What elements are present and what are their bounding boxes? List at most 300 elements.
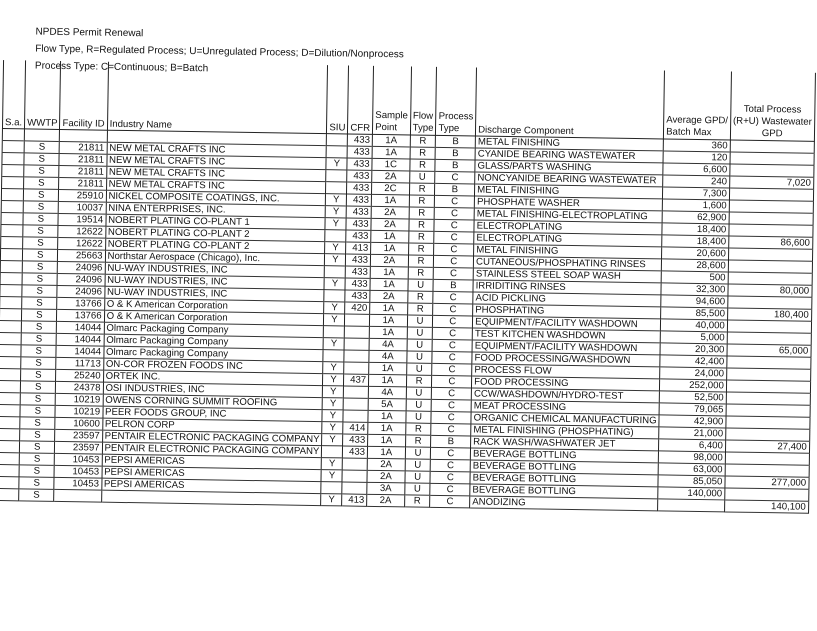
col-flow-type xyxy=(410,66,437,135)
cell-total-process: 80,000 xyxy=(728,284,812,297)
cell-sample-point: 4A xyxy=(369,338,407,351)
cell-discharge-component: METAL FINISHING (PHOSPHATING) xyxy=(471,424,659,439)
cell-sample-point: 1A xyxy=(370,266,408,279)
cell-sample-point: 5A xyxy=(368,398,406,411)
cell-industry-name: NOBERT PLATING CO-PLANT 2 xyxy=(105,226,325,241)
cell-discharge-component: EQUIPMENT/FACILITY WASHDOWN xyxy=(472,340,660,355)
cell-average-gpd: 32,300 xyxy=(661,283,728,296)
cell-average-gpd: 240 xyxy=(663,175,730,188)
cell-siu xyxy=(323,350,344,362)
cell-sample-point: 2A xyxy=(371,206,409,219)
cell-average-gpd: 62,900 xyxy=(662,211,729,224)
cell-industry-name xyxy=(101,490,321,505)
cell-sa xyxy=(2,153,24,165)
cell-industry-name: O & K American Corporation xyxy=(104,298,324,313)
cell-industry-name: PENTAIR ELECTRONIC PACKAGING COMPANY xyxy=(102,442,322,457)
cell-wwtp: S xyxy=(22,249,58,262)
cell-flow-type: R xyxy=(406,375,432,387)
cell-wwtp: S xyxy=(22,285,58,298)
cell-discharge-component: METAL FINISHING xyxy=(475,136,663,151)
cell-discharge-component: TEST KITCHEN WASHDOWN xyxy=(472,328,660,343)
col-sample-point-line1: Sample xyxy=(375,109,408,122)
cell-flow-type: R xyxy=(405,435,431,447)
col-discharge-component: Discharge Component xyxy=(476,67,665,138)
cell-average-gpd: 120 xyxy=(663,151,730,164)
cell-wwtp: S xyxy=(19,453,55,466)
cell-flow-type: U xyxy=(406,363,432,375)
cell-flow-type: U xyxy=(407,339,433,351)
cell-flow-type: U xyxy=(405,447,431,459)
cell-average-gpd: 1,600 xyxy=(662,199,729,212)
col-average-gpd xyxy=(664,70,732,140)
cell-discharge-component: CYANIDE BEARING WASTEWATER xyxy=(475,148,663,163)
cell-siu: Y xyxy=(323,362,344,374)
cell-siu: Y xyxy=(326,158,347,170)
cell-discharge-component: METAL FINISHING xyxy=(475,184,663,199)
cell-wwtp: S xyxy=(24,165,60,178)
col-average-gpd-line1: Average GPD/ xyxy=(666,114,729,127)
cell-process-type: B xyxy=(433,279,473,292)
col-flow-type-line2: Type xyxy=(412,122,434,134)
cell-flow-type: R xyxy=(408,231,434,243)
cell-discharge-component: RACK WASH/WASHWATER JET xyxy=(471,436,659,451)
cell-flow-type: R xyxy=(409,219,435,231)
cell-sample-point: 1A xyxy=(371,194,409,207)
cell-sample-point: 1A xyxy=(368,410,406,423)
cell-flow-type: R xyxy=(407,303,433,315)
cell-discharge-component: PHOSPHATING xyxy=(473,304,661,319)
cell-process-type: C xyxy=(432,351,472,364)
cell-facility-id: 24096 xyxy=(58,261,105,274)
cell-sa xyxy=(1,225,23,237)
cell-process-type: C xyxy=(432,399,472,412)
cell-process-type: C xyxy=(435,171,475,184)
cell-siu: Y xyxy=(326,194,347,206)
cell-flow-type: R xyxy=(410,135,436,147)
cell-industry-name: O & K American Corporation xyxy=(104,310,324,325)
cell-sample-point: 2C xyxy=(372,182,410,195)
cell-average-gpd: 52,500 xyxy=(659,391,726,404)
cell-sample-point: 1A xyxy=(369,362,407,375)
cell-total-process: 86,600 xyxy=(729,236,813,249)
cell-wwtp xyxy=(24,129,60,142)
cell-sample-point: 4A xyxy=(369,350,407,363)
cell-discharge-component: PHOSPHATE WASHER xyxy=(474,196,662,211)
cell-facility-id: 11713 xyxy=(56,357,103,370)
cell-total-process: 277,000 xyxy=(725,476,809,489)
cell-siu: Y xyxy=(325,218,346,230)
cell-average-gpd: 63,000 xyxy=(658,463,725,476)
cell-process-type: C xyxy=(431,447,471,460)
cell-cfr xyxy=(344,386,369,398)
cell-average-gpd: 140,000 xyxy=(658,487,725,500)
cell-sa xyxy=(2,177,24,189)
cell-average-gpd: 6,400 xyxy=(659,439,726,452)
cell-sa xyxy=(2,141,24,153)
cell-discharge-component: ANODIZING xyxy=(470,496,658,511)
cell-industry-name: PEER FOODS GROUP, INC xyxy=(103,406,323,421)
cell-process-type: C xyxy=(433,291,473,304)
cell-siu xyxy=(324,290,345,302)
col-total-process-line1: Total Process xyxy=(743,103,802,116)
cell-flow-type: U xyxy=(408,279,434,291)
cell-average-gpd: 42,900 xyxy=(659,415,726,428)
cell-facility-id: 21811 xyxy=(59,165,106,178)
cell-siu: Y xyxy=(324,302,345,314)
cell-industry-name: NEW METAL CRAFTS INC xyxy=(106,166,326,181)
cell-industry-name: NOBERT PLATING CO-PLANT 1 xyxy=(106,214,326,229)
cell-facility-id: 24378 xyxy=(56,381,103,394)
cell-sample-point: 2A xyxy=(370,290,408,303)
cell-discharge-component: METAL FINISHING xyxy=(474,244,662,259)
cell-industry-name: NU-WAY INDUSTRIES, INC xyxy=(104,286,324,301)
cell-process-type: C xyxy=(431,411,471,424)
cell-wwtp: S xyxy=(22,273,58,286)
cell-process-type: C xyxy=(433,315,473,328)
cell-sample-point: 1A xyxy=(368,422,406,435)
cell-discharge-component: FOOD PROCESSING/WASHDOWN xyxy=(472,352,660,367)
cell-sa xyxy=(1,201,23,213)
cell-average-gpd: 7,300 xyxy=(663,187,730,200)
cell-wwtp: S xyxy=(22,297,58,310)
cell-industry-name: NEW METAL CRAFTS INC xyxy=(106,154,326,169)
cell-process-type: C xyxy=(430,495,470,508)
cell-cfr xyxy=(342,482,367,494)
cell-discharge-component: ELECTROPLATING xyxy=(474,220,662,235)
cell-discharge-component: ACID PICKLING xyxy=(473,292,661,307)
cell-wwtp: S xyxy=(20,381,56,394)
cell-cfr xyxy=(345,326,370,338)
cell-siu xyxy=(322,446,343,458)
cell-discharge-component: FOOD PROCESSING xyxy=(472,376,660,391)
cell-facility-id: 24096 xyxy=(57,285,104,298)
cell-flow-type: R xyxy=(409,195,435,207)
cell-cfr xyxy=(344,338,369,350)
cell-sample-point: 1A xyxy=(372,134,410,147)
cell-cfr xyxy=(343,458,368,470)
cell-industry-name: Olmarc Packaging Company xyxy=(103,346,323,361)
cell-flow-type: R xyxy=(409,207,435,219)
cell-sample-point: 1A xyxy=(371,230,409,243)
cell-sample-point: 2A xyxy=(367,470,405,483)
cell-average-gpd: 85,050 xyxy=(658,475,725,488)
cell-cfr: 433 xyxy=(347,182,372,194)
cell-siu: Y xyxy=(323,338,344,350)
cell-industry-name: PEPSI AMERICAS xyxy=(102,454,322,469)
col-sample-point xyxy=(373,66,412,135)
cell-total-process: 65,000 xyxy=(727,344,811,357)
col-process-type-line2: Type xyxy=(438,122,460,135)
cell-cfr: 433 xyxy=(346,266,371,278)
header-row xyxy=(2,60,815,141)
cell-discharge-component: CUTANEOUS/PHOSPHATING RINSES xyxy=(473,256,661,271)
cell-cfr: 433 xyxy=(347,194,372,206)
cell-average-gpd: 79,065 xyxy=(659,403,726,416)
cell-process-type: C xyxy=(430,483,470,496)
cell-siu: Y xyxy=(321,470,342,482)
cell-siu xyxy=(326,182,347,194)
cell-process-type: C xyxy=(431,423,471,436)
cell-flow-type: U xyxy=(406,399,432,411)
cell-sa xyxy=(0,273,22,285)
cell-flow-type: R xyxy=(408,267,434,279)
cell-flow-type: R xyxy=(410,147,436,159)
cell-industry-name: Olmarc Packaging Company xyxy=(104,334,324,349)
cell-sample-point: 2A xyxy=(370,254,408,267)
cell-wwtp: S xyxy=(22,309,58,322)
permit-table xyxy=(0,60,816,514)
cell-average-gpd: 20,300 xyxy=(660,343,727,356)
cell-wwtp: S xyxy=(21,369,57,382)
cell-process-type: C xyxy=(435,207,475,220)
cell-sample-point: 1A xyxy=(370,302,408,315)
cell-discharge-component: STAINLESS STEEL SOAP WASH xyxy=(473,268,661,283)
cell-flow-type: R xyxy=(404,495,430,507)
cell-sample-point: 2A xyxy=(367,494,405,507)
cell-flow-type: U xyxy=(409,171,435,183)
cell-facility-id xyxy=(54,489,101,502)
cell-process-type: C xyxy=(433,303,473,316)
cell-process-type: C xyxy=(432,375,472,388)
cell-process-type: C xyxy=(432,363,472,376)
cell-sample-point: 1A xyxy=(369,326,407,339)
cell-average-gpd: 42,400 xyxy=(660,355,727,368)
flow-type-legend: Flow Type, R=Regulated Process; U=Unregulated Process; D=Dilution/Nonprocess xyxy=(35,43,404,61)
cell-average-gpd: 40,000 xyxy=(661,319,728,332)
cell-facility-id: 13766 xyxy=(57,309,104,322)
cell-process-type: C xyxy=(432,339,472,352)
col-wwtp: WWTP xyxy=(25,60,61,129)
cell-cfr: 433 xyxy=(343,446,368,458)
cell-flow-type: U xyxy=(406,411,432,423)
cell-discharge-component: CCW/WASHDOWN/HYDRO-TEST xyxy=(471,388,659,403)
cell-industry-name: NEW METAL CRAFTS INC xyxy=(106,178,326,193)
cell-siu: Y xyxy=(321,494,342,506)
cell-flow-type: U xyxy=(407,315,433,327)
cell-sa xyxy=(0,297,22,309)
cell-average-gpd: 18,400 xyxy=(662,235,729,248)
col-sa: S.a. xyxy=(2,60,25,129)
cell-facility-id xyxy=(60,129,107,142)
cell-siu xyxy=(326,170,347,182)
cell-siu: Y xyxy=(325,242,346,254)
col-siu: SIU xyxy=(327,65,349,134)
cell-total-process: 27,400 xyxy=(725,440,809,453)
cell-industry-name: PELRON CORP xyxy=(102,418,322,433)
cell-sa xyxy=(0,369,21,381)
cell-discharge-component: PROCESS FLOW xyxy=(472,364,660,379)
cell-sa xyxy=(0,465,19,477)
cell-siu: Y xyxy=(322,398,343,410)
cell-cfr: 437 xyxy=(344,374,369,386)
cell-cfr: 433 xyxy=(346,218,371,230)
cell-facility-id: 10037 xyxy=(59,201,106,214)
cell-wwtp: S xyxy=(24,141,60,154)
cell-wwtp: S xyxy=(20,393,56,406)
cell-cfr: 433 xyxy=(347,158,372,170)
cell-facility-id: 14044 xyxy=(57,333,104,346)
col-total-process-line2: (R+U) Wastewater xyxy=(732,115,812,128)
cell-average-gpd: 28,600 xyxy=(661,259,728,272)
col-industry-name: Industry Name xyxy=(107,62,328,134)
cell-facility-id: 12622 xyxy=(58,225,105,238)
cell-cfr: 433 xyxy=(346,230,371,242)
cell-cfr: 433 xyxy=(347,146,372,158)
cell-sample-point: 2A xyxy=(371,218,409,231)
cell-facility-id: 19514 xyxy=(58,213,105,226)
cell-flow-type: U xyxy=(405,459,431,471)
table-body xyxy=(0,129,814,514)
cell-average-gpd: 85,500 xyxy=(661,307,728,320)
cell-process-type: B xyxy=(431,435,471,448)
cell-cfr: 433 xyxy=(345,290,370,302)
col-total-process xyxy=(730,71,815,141)
cell-process-type: C xyxy=(433,327,473,340)
cell-wwtp: S xyxy=(19,489,55,502)
cell-sa xyxy=(0,393,20,405)
cell-discharge-component: ELECTROPLATING xyxy=(474,232,662,247)
cell-process-type: C xyxy=(435,195,475,208)
cell-sample-point: 1C xyxy=(372,158,410,171)
cell-siu xyxy=(325,230,346,242)
cell-flow-type: U xyxy=(407,327,433,339)
cell-total-process: 180,400 xyxy=(727,308,811,321)
cell-average-gpd: 94,600 xyxy=(661,295,728,308)
cell-flow-type: R xyxy=(409,183,435,195)
cell-facility-id: 23597 xyxy=(55,429,102,442)
cell-process-type: C xyxy=(434,243,474,256)
cell-cfr xyxy=(343,398,368,410)
cell-wwtp: S xyxy=(19,441,55,454)
cell-industry-name: ON-COR FROZEN FOODS INC xyxy=(103,358,323,373)
cell-discharge-component: GLASS/PARTS WASHING xyxy=(475,160,663,175)
cell-discharge-component: BEVERAGE BOTTLING xyxy=(470,460,658,475)
cell-average-gpd: 18,400 xyxy=(662,223,729,236)
cell-cfr: 433 xyxy=(346,254,371,266)
cell-wwtp: S xyxy=(23,213,59,226)
cell-process-type: C xyxy=(434,255,474,268)
cell-cfr xyxy=(342,470,367,482)
cell-discharge-component: IRRIDITING RINSES xyxy=(473,280,661,295)
cell-discharge-component: BEVERAGE BOTTLING xyxy=(470,484,658,499)
cell-average-gpd: 21,000 xyxy=(659,427,726,440)
cell-industry-name: Northstar Aerospace (Chicago), Inc. xyxy=(105,250,325,265)
cell-wwtp: S xyxy=(21,357,57,370)
cell-facility-id: 21811 xyxy=(60,141,107,154)
cell-process-type: C xyxy=(431,459,471,472)
cell-flow-type: R xyxy=(410,159,436,171)
cell-cfr: 413 xyxy=(342,494,367,506)
cell-industry-name: NICKEL COMPOSITE COATINGS, INC. xyxy=(106,190,326,205)
cell-average-gpd: 360 xyxy=(663,139,730,152)
cell-sample-point: 4A xyxy=(368,386,406,399)
cell-facility-id: 10219 xyxy=(56,393,103,406)
cell-sa xyxy=(0,309,22,321)
cell-process-type: B xyxy=(436,135,476,148)
cell-wwtp: S xyxy=(24,177,60,190)
cell-discharge-component: EQUIPMENT/FACILITY WASHDOWN xyxy=(473,316,661,331)
cell-siu: Y xyxy=(322,458,343,470)
cell-process-type: C xyxy=(430,471,470,484)
cell-process-type: B xyxy=(435,183,475,196)
cell-facility-id: 25663 xyxy=(58,249,105,262)
cell-facility-id: 10453 xyxy=(54,465,101,478)
cell-average-gpd: 252,000 xyxy=(660,379,727,392)
cell-cfr: 414 xyxy=(343,422,368,434)
cell-industry-name: NU-WAY INDUSTRIES, INC xyxy=(105,274,325,289)
cell-wwtp: S xyxy=(20,429,56,442)
cell-cfr xyxy=(344,362,369,374)
col-cfr: CFR xyxy=(348,65,374,134)
cell-siu: Y xyxy=(323,374,344,386)
cell-industry-name: Olmarc Packaging Company xyxy=(104,322,324,337)
cell-process-type: B xyxy=(436,147,476,160)
report-title: NPDES Permit Renewal xyxy=(35,26,144,40)
cell-cfr xyxy=(343,410,368,422)
col-process-type-line1: Process xyxy=(438,110,474,123)
cell-industry-name: NU-WAY INDUSTRIES, INC xyxy=(105,262,325,277)
cell-sa xyxy=(0,477,19,489)
col-average-gpd-line2: Batch Max xyxy=(666,126,712,139)
cell-wwtp: S xyxy=(19,465,55,478)
cell-cfr: 420 xyxy=(345,302,370,314)
cell-cfr xyxy=(344,350,369,362)
cell-facility-id: 21811 xyxy=(59,153,106,166)
cell-wwtp: S xyxy=(23,201,59,214)
cell-facility-id: 12622 xyxy=(58,237,105,250)
cell-discharge-component: BEVERAGE BOTTLING xyxy=(470,472,658,487)
cell-flow-type: U xyxy=(406,351,432,363)
cell-discharge-component: BEVERAGE BOTTLING xyxy=(470,448,658,463)
cell-siu xyxy=(327,134,348,146)
cell-siu: Y xyxy=(322,422,343,434)
cell-siu xyxy=(321,482,342,494)
cell-siu: Y xyxy=(326,206,347,218)
cell-average-gpd: 5,000 xyxy=(660,331,727,344)
cell-flow-type: R xyxy=(408,255,434,267)
cell-wwtp: S xyxy=(23,189,59,202)
cell-industry-name: PEPSI AMERICAS xyxy=(101,478,321,493)
cell-sample-point: 1A xyxy=(372,146,410,159)
cell-sa xyxy=(0,429,20,441)
cell-sample-point: 1A xyxy=(367,446,405,459)
cell-average-gpd: 500 xyxy=(661,271,728,284)
cell-discharge-component: METAL FINISHING-ELECTROPLATING xyxy=(474,208,662,223)
cell-wwtp: S xyxy=(23,237,59,250)
cell-siu: Y xyxy=(324,278,345,290)
cell-industry-name: NINA ENTERPRISES, INC. xyxy=(106,202,326,217)
cell-facility-id: 10453 xyxy=(54,477,101,490)
cell-sample-point: 1A xyxy=(371,242,409,255)
cell-sa xyxy=(0,381,21,393)
cell-siu xyxy=(326,146,347,158)
cell-cfr: 433 xyxy=(348,134,373,146)
cell-facility-id: 10453 xyxy=(55,453,102,466)
cell-cfr: 433 xyxy=(347,206,372,218)
cell-process-type: C xyxy=(434,219,474,232)
cell-sa xyxy=(2,165,24,177)
cell-sa xyxy=(0,357,21,369)
cell-industry-name: PENTAIR ELECTRONIC PACKAGING COMPANY xyxy=(102,430,322,445)
cell-average-gpd: 20,600 xyxy=(662,247,729,260)
cell-sa xyxy=(0,489,19,501)
col-total-process-line3: GPD xyxy=(761,127,783,140)
cell-facility-id: 10219 xyxy=(55,405,102,418)
process-type-legend: Process Type: C=Continuous; B=Batch xyxy=(34,60,209,75)
cell-sa xyxy=(0,333,21,345)
cell-total-process: 140,100 xyxy=(724,500,808,513)
col-process-type xyxy=(436,67,477,136)
